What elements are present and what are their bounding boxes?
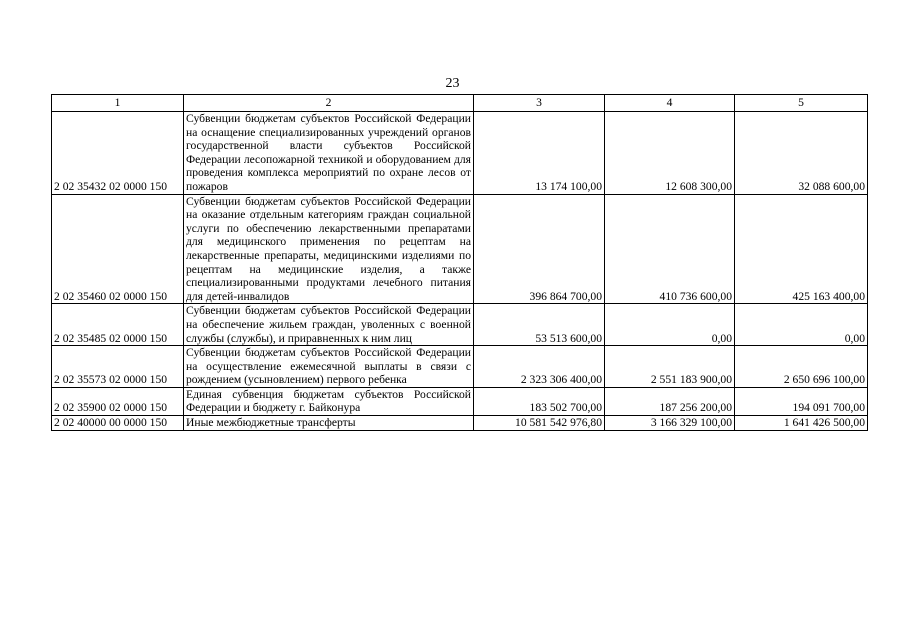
table-row <box>52 304 868 346</box>
table-row <box>52 112 868 195</box>
budget-code: 2 02 35460 02 0000 150 <box>52 194 184 304</box>
table-header-row <box>52 95 868 112</box>
column-header: 3 <box>474 95 605 112</box>
row-description: Субвенции бюджетам субъектов Российской Федерации на оказание отдельным категориям граждан социальной услуги по обеспечению лекарственными препаратами для медицинского применения по рецептам на лекарственные препараты, медицинскими изделиями по рецептам на медицинские изделия, а также специализированными продуктами лечебного питания для детей-инвалидов <box>184 194 474 304</box>
amount-col5: 194 091 700,00 <box>735 387 868 415</box>
table-row <box>52 387 868 415</box>
budget-code: 2 02 40000 00 0000 150 <box>52 416 184 431</box>
row-description: Субвенции бюджетам субъектов Российской Федерации на осуществление ежемесячной выплаты в связи с рождением (усыновлением) первого ребенка <box>184 346 474 388</box>
table-row <box>52 194 868 304</box>
amount-col5: 425 163 400,00 <box>735 194 868 304</box>
column-header: 2 <box>184 95 474 112</box>
amount-col5: 32 088 600,00 <box>735 112 868 195</box>
amount-col3: 13 174 100,00 <box>474 112 605 195</box>
amount-col5: 0,00 <box>735 304 868 346</box>
amount-col4: 187 256 200,00 <box>605 387 735 415</box>
column-header: 1 <box>52 95 184 112</box>
amount-col3: 2 323 306 400,00 <box>474 346 605 388</box>
amount-col4: 410 736 600,00 <box>605 194 735 304</box>
amount-col4: 12 608 300,00 <box>605 112 735 195</box>
budget-code: 2 02 35485 02 0000 150 <box>52 304 184 346</box>
column-header: 5 <box>735 95 868 112</box>
amount-col4: 2 551 183 900,00 <box>605 346 735 388</box>
amount-col5: 1 641 426 500,00 <box>735 416 868 431</box>
row-description: Субвенции бюджетам субъектов Российской Федерации на обеспечение жильем граждан, уволенных с военной службы (службы), и приравненных к ним лиц <box>184 304 474 346</box>
row-description: Единая субвенция бюджетам субъектов Российской Федерации и бюджету г. Байконура <box>184 387 474 415</box>
budget-code: 2 02 35573 02 0000 150 <box>52 346 184 388</box>
column-header: 4 <box>605 95 735 112</box>
amount-col3: 53 513 600,00 <box>474 304 605 346</box>
table-row <box>52 416 868 431</box>
amount-col4: 3 166 329 100,00 <box>605 416 735 431</box>
row-description: Иные межбюджетные трансферты <box>184 416 474 431</box>
budget-table <box>51 94 868 431</box>
budget-code: 2 02 35900 02 0000 150 <box>52 387 184 415</box>
table-row <box>52 346 868 388</box>
amount-col5: 2 650 696 100,00 <box>735 346 868 388</box>
amount-col3: 183 502 700,00 <box>474 387 605 415</box>
amount-col3: 10 581 542 976,80 <box>474 416 605 431</box>
row-description: Субвенции бюджетам субъектов Российской Федерации на оснащение специализированных учреждений органов государственной власти субъектов Российской Федерации лесопожарной техникой и оборудованием для проведения комплекса мероприятий по охране лесов от пожаров <box>184 112 474 195</box>
page-number: 23 <box>445 76 460 91</box>
budget-code: 2 02 35432 02 0000 150 <box>52 112 184 195</box>
amount-col4: 0,00 <box>605 304 735 346</box>
amount-col3: 396 864 700,00 <box>474 194 605 304</box>
